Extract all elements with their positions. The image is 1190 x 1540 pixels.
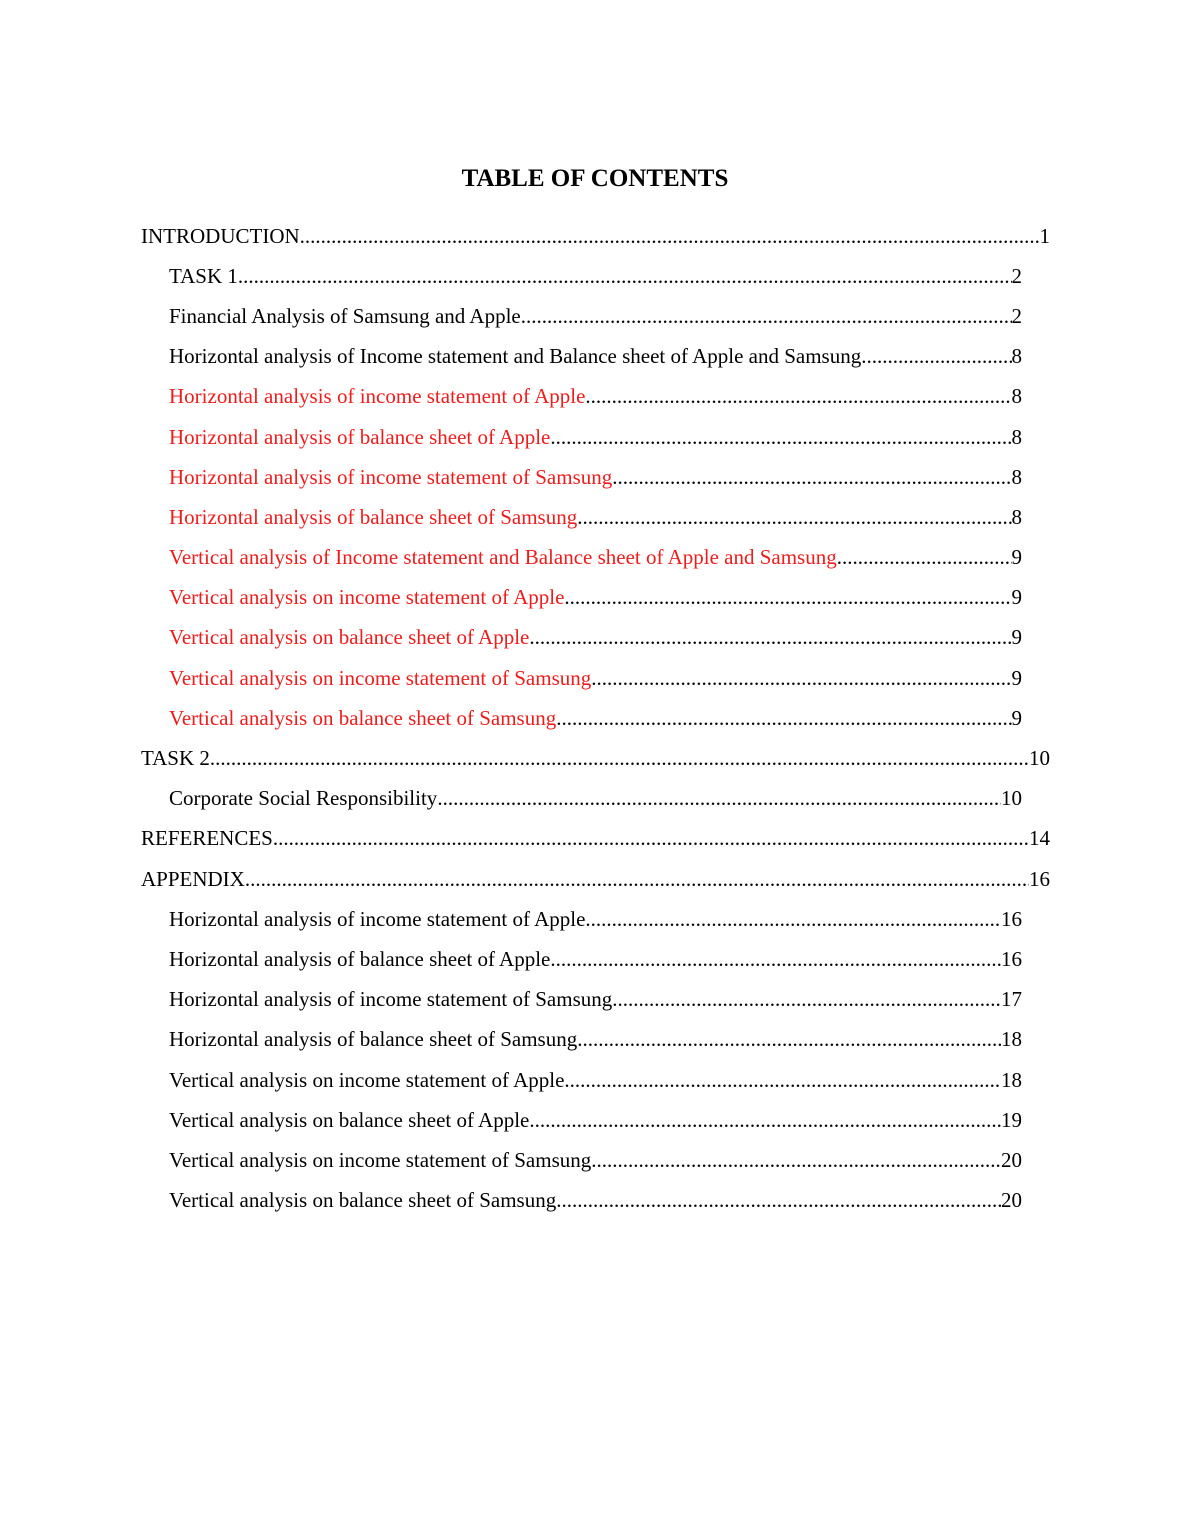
toc-page-number: 9 — [1011, 545, 1022, 570]
toc-entry[interactable] — [169, 296, 1022, 336]
toc-page-number: 8 — [1011, 504, 1022, 529]
toc-entry-title[interactable]: Horizontal analysis of balance sheet of Samsung — [169, 504, 578, 529]
table-of-contents — [0, 216, 1190, 1221]
toc-entry[interactable] — [141, 738, 1050, 778]
toc-page-number: 10 — [1001, 786, 1022, 811]
toc-dot-leader — [273, 826, 1029, 851]
toc-page-number: 14 — [1029, 826, 1050, 851]
toc-entry-title[interactable]: Horizontal analysis of balance sheet of Apple — [169, 946, 551, 971]
toc-entry-title[interactable]: Horizontal analysis of income statement of Samsung — [169, 464, 613, 489]
toc-page-number: 2 — [1011, 263, 1022, 288]
toc-entry[interactable] — [169, 417, 1022, 457]
toc-page-number: 16 — [1029, 866, 1050, 891]
toc-entry[interactable] — [169, 618, 1022, 658]
toc-dot-leader — [550, 947, 1001, 972]
toc-entry[interactable] — [169, 698, 1022, 738]
toc-dot-leader — [612, 465, 1011, 490]
toc-page-number: 8 — [1011, 424, 1022, 449]
toc-entry[interactable] — [169, 538, 1022, 578]
toc-dot-leader — [238, 264, 1012, 289]
toc-entry[interactable] — [169, 497, 1022, 537]
toc-page-number: 18 — [1001, 1067, 1022, 1092]
toc-page-number: 17 — [1001, 987, 1022, 1012]
toc-page-number: 8 — [1011, 344, 1022, 369]
toc-dot-leader — [210, 746, 1029, 771]
toc-page-number: 9 — [1011, 625, 1022, 650]
toc-entry-title[interactable]: Vertical analysis on income statement of Apple — [169, 1067, 565, 1092]
toc-dot-leader — [437, 786, 1001, 811]
toc-entry-title[interactable]: Vertical analysis on balance sheet of Apple — [169, 1107, 530, 1132]
toc-dot-leader — [550, 425, 1011, 450]
toc-page-number: 8 — [1011, 464, 1022, 489]
toc-dot-leader — [556, 706, 1011, 731]
toc-entry[interactable] — [169, 1100, 1022, 1140]
toc-dot-leader — [521, 304, 1012, 329]
toc-entry[interactable] — [169, 457, 1022, 497]
toc-entry[interactable] — [169, 1020, 1022, 1060]
toc-dot-leader — [577, 505, 1011, 530]
toc-entry-title[interactable]: TASK 2 — [141, 746, 210, 771]
toc-page-number: 9 — [1011, 585, 1022, 610]
toc-entry[interactable] — [169, 1181, 1022, 1221]
toc-entry[interactable] — [169, 578, 1022, 618]
toc-page-number: 20 — [1001, 1188, 1022, 1213]
toc-entry-title[interactable]: APPENDIX — [141, 866, 245, 891]
toc-entry[interactable] — [141, 819, 1050, 859]
toc-dot-leader — [300, 224, 1040, 249]
toc-entry-title[interactable]: Vertical analysis on income statement of Apple — [169, 585, 565, 610]
toc-dot-leader — [591, 666, 1011, 691]
toc-entry-title[interactable]: Vertical analysis on balance sheet of Samsung — [169, 705, 557, 730]
toc-entry-title[interactable]: Horizontal analysis of balance sheet of Samsung — [169, 1027, 578, 1052]
toc-entry-title[interactable]: TASK 1 — [169, 263, 238, 288]
toc-entry[interactable] — [169, 779, 1022, 819]
toc-page-number: 19 — [1001, 1107, 1022, 1132]
toc-entry[interactable] — [169, 899, 1022, 939]
toc-dot-leader — [529, 625, 1011, 650]
toc-page-number: 18 — [1001, 1027, 1022, 1052]
toc-dot-leader — [861, 344, 1011, 369]
toc-entry[interactable] — [169, 1140, 1022, 1180]
toc-entry[interactable] — [169, 256, 1022, 296]
toc-dot-leader — [585, 384, 1011, 409]
toc-dot-leader — [591, 1148, 1001, 1173]
toc-entry[interactable] — [169, 980, 1022, 1020]
toc-entry-title[interactable]: Vertical analysis on income statement of Samsung — [169, 1147, 592, 1172]
toc-entry-title[interactable]: INTRODUCTION — [141, 223, 300, 248]
toc-page-number: 16 — [1001, 906, 1022, 931]
toc-dot-leader — [556, 1188, 1001, 1213]
toc-dot-leader — [585, 907, 1001, 932]
toc-entry-title[interactable]: Horizontal analysis of Income statement and Balance sheet of Apple and Samsung — [169, 344, 862, 369]
toc-dot-leader — [564, 1068, 1001, 1093]
toc-dot-leader — [837, 545, 1012, 570]
toc-page-number: 10 — [1029, 746, 1050, 771]
toc-dot-leader — [245, 867, 1029, 892]
toc-page-number: 1 — [1039, 223, 1050, 248]
toc-entry-title[interactable]: Vertical analysis on balance sheet of Samsung — [169, 1188, 557, 1213]
toc-entry-title[interactable]: Vertical analysis of Income statement and Balance sheet of Apple and Samsung — [169, 545, 837, 570]
toc-entry-title[interactable]: Horizontal analysis of income statement of Apple — [169, 384, 586, 409]
toc-entry-title[interactable]: Vertical analysis on balance sheet of Apple — [169, 625, 530, 650]
toc-entry-title[interactable]: Horizontal analysis of income statement of Samsung — [169, 987, 613, 1012]
toc-page-number: 8 — [1011, 384, 1022, 409]
toc-dot-leader — [529, 1108, 1001, 1133]
toc-entry[interactable] — [169, 658, 1022, 698]
toc-dot-leader — [564, 585, 1011, 610]
toc-entry[interactable] — [141, 216, 1050, 256]
toc-entry-title[interactable]: Corporate Social Responsibility — [169, 786, 438, 811]
toc-dot-leader — [577, 1027, 1001, 1052]
toc-entry[interactable] — [169, 1060, 1022, 1100]
toc-page-number: 2 — [1011, 303, 1022, 328]
toc-dot-leader — [612, 987, 1001, 1012]
toc-entry-title[interactable]: Vertical analysis on income statement of Samsung — [169, 665, 592, 690]
toc-entry-title[interactable]: Financial Analysis of Samsung and Apple — [169, 303, 521, 328]
toc-entry-title[interactable]: Horizontal analysis of balance sheet of Apple — [169, 424, 551, 449]
toc-entry-title[interactable]: Horizontal analysis of income statement of Apple — [169, 906, 586, 931]
toc-entry[interactable] — [169, 337, 1022, 377]
toc-entry[interactable] — [169, 939, 1022, 979]
toc-entry[interactable] — [169, 377, 1022, 417]
toc-page-number: 9 — [1011, 665, 1022, 690]
page-title: TABLE OF CONTENTS — [461, 165, 729, 192]
toc-entry-title[interactable]: REFERENCES — [141, 826, 273, 851]
toc-entry[interactable] — [141, 859, 1050, 899]
toc-page-number: 9 — [1011, 705, 1022, 730]
toc-page-number: 20 — [1001, 1147, 1022, 1172]
toc-page-number: 16 — [1001, 946, 1022, 971]
